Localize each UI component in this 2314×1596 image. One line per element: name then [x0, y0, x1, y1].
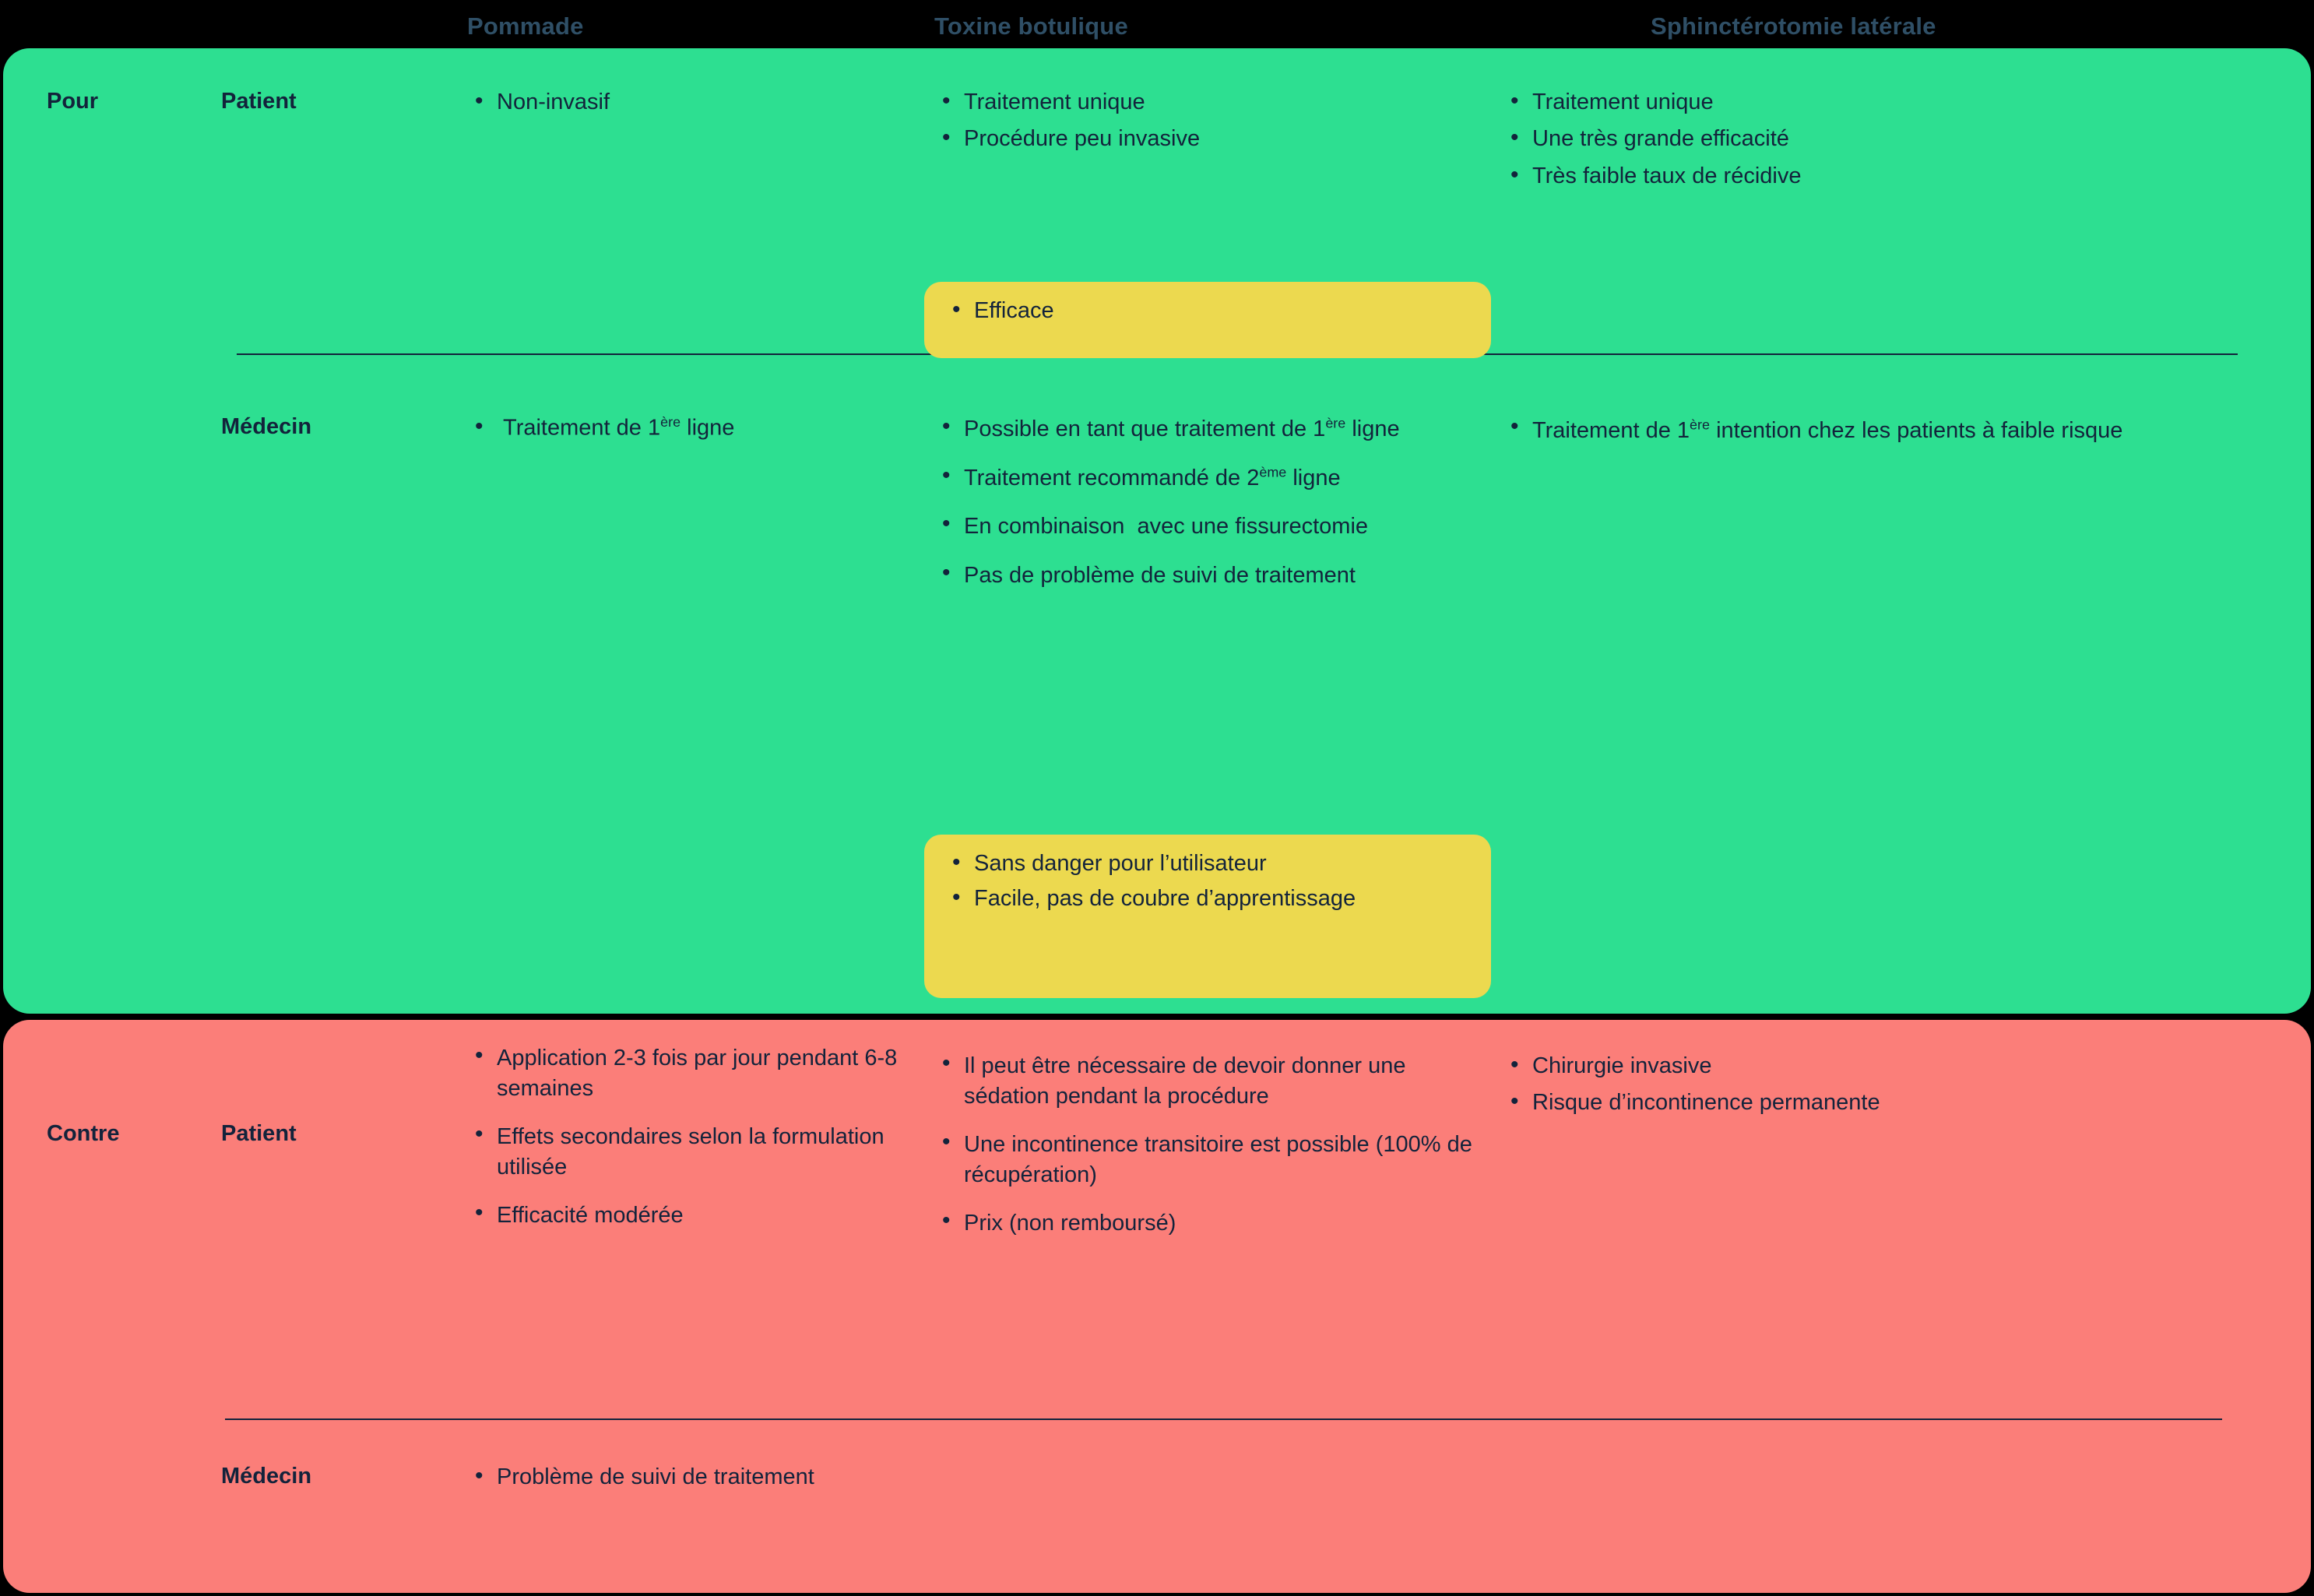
cell-pour-medecin-pommade: [470, 414, 937, 609]
list-item: • Traitement de 1ère intention chez les patients à faible risque: [1506, 414, 2172, 447]
list-item: • Possible en tant que traitement de 1ère ligne: [937, 414, 1487, 445]
column-header-sphincterotomie-laterale: Sphinctérotomie latérale: [1651, 12, 1936, 40]
cell-pour-patient-sphincterotomie: [1506, 89, 2191, 199]
bullet-list: [937, 1051, 1487, 1239]
list-item: • Pas de problème de suivi de traitement: [937, 561, 1487, 591]
bullet-list: [932, 297, 1471, 325]
panel-pour: [3, 48, 2311, 1014]
cell-contre-patient-toxine: [937, 1043, 1506, 1257]
row-label-contre: Contre: [47, 1121, 120, 1146]
panel-contre: [3, 1020, 2311, 1593]
bullet-list: [470, 1043, 919, 1231]
bullet-list: [470, 1464, 1230, 1491]
list-item: • Très faible taux de récidive: [1506, 163, 2172, 190]
actor-label-contre-medecin: Médecin: [221, 1464, 312, 1489]
list-item: • Problème de suivi de traitement: [470, 1464, 1230, 1491]
list-item: • Une très grande efficacité: [1506, 125, 2172, 153]
list-item: • En combinaison avec une fissurectomie: [937, 511, 1487, 542]
list-item: • Procédure peu invasive: [937, 125, 1487, 153]
cell-pour-patient-toxine: [937, 89, 1506, 199]
list-item: • Sans danger pour l’utilisateur: [948, 850, 1471, 877]
contre-row-divider: [225, 1418, 2222, 1420]
column-header-toxine-botulique: Toxine botulique: [934, 12, 1128, 40]
cell-contre-patient-sphincterotomie: [1506, 1043, 2191, 1257]
cell-contre-patient-pommade: [470, 1043, 937, 1257]
bullet-list: [932, 850, 1471, 913]
pour-grid: [3, 48, 2311, 1014]
row-label-pour-spacer: [3, 414, 221, 609]
bullet-list: [1506, 414, 2172, 447]
pour-medecin-row: [3, 414, 2311, 609]
list-item: • Traitement recommandé de 2ème ligne: [937, 463, 1487, 494]
list-item: • Traitement de 1ère ligne: [470, 414, 919, 442]
bullet-list: [937, 89, 1487, 153]
row-label-contre-spacer: [3, 1464, 221, 1500]
list-item: • Facile, pas de coubre d’apprentissage: [948, 885, 1471, 912]
actor-label-contre-patient: Patient: [221, 1121, 297, 1146]
column-header-pommade: Pommade: [467, 12, 584, 40]
cell-pour-medecin-toxine: [937, 414, 1506, 609]
list-item: • Une incontinence transitoire est possible (100% de récupération): [937, 1130, 1487, 1190]
bullet-list: [937, 414, 1487, 590]
highlight-box-efficace: [924, 282, 1491, 358]
list-item: • Efficacité modérée: [470, 1201, 919, 1231]
list-item: • Efficace: [948, 297, 1471, 325]
list-item: • Non-invasif: [470, 89, 919, 116]
highlight-box-securite: [924, 835, 1491, 998]
list-item: • Application 2-3 fois par jour pendant 6-8 semaines: [470, 1043, 919, 1103]
contre-grid: [3, 1020, 2311, 1593]
row-label-pour: Pour: [47, 89, 99, 114]
list-item: • Traitement unique: [1506, 89, 2172, 116]
list-item: • Risque d’incontinence permanente: [1506, 1089, 2172, 1116]
cell-pour-medecin-sphincterotomie: [1506, 414, 2191, 609]
cell-contre-medecin-pommade: [470, 1464, 1249, 1500]
list-item: • Effets secondaires selon la formulation utilisée: [470, 1122, 919, 1182]
bullet-list: [470, 89, 919, 116]
list-item: • Traitement unique: [937, 89, 1487, 116]
actor-label-pour-medecin: Médecin: [221, 414, 312, 439]
bullet-list: [470, 414, 919, 442]
list-item: • Il peut être nécessaire de devoir donner une sédation pendant la procédure: [937, 1051, 1487, 1111]
contre-medecin-row: [3, 1464, 2311, 1500]
actor-label-pour-patient: Patient: [221, 89, 297, 114]
bullet-list: [1506, 89, 2172, 190]
column-header-row: [0, 0, 2314, 53]
list-item: • Chirurgie invasive: [1506, 1053, 2172, 1080]
list-item: • Prix (non remboursé): [937, 1208, 1487, 1239]
pour-patient-row: [3, 89, 2311, 199]
contre-patient-row: [3, 1043, 2311, 1257]
cell-pour-patient-pommade: [470, 89, 937, 199]
bullet-list: [1506, 1053, 2172, 1117]
